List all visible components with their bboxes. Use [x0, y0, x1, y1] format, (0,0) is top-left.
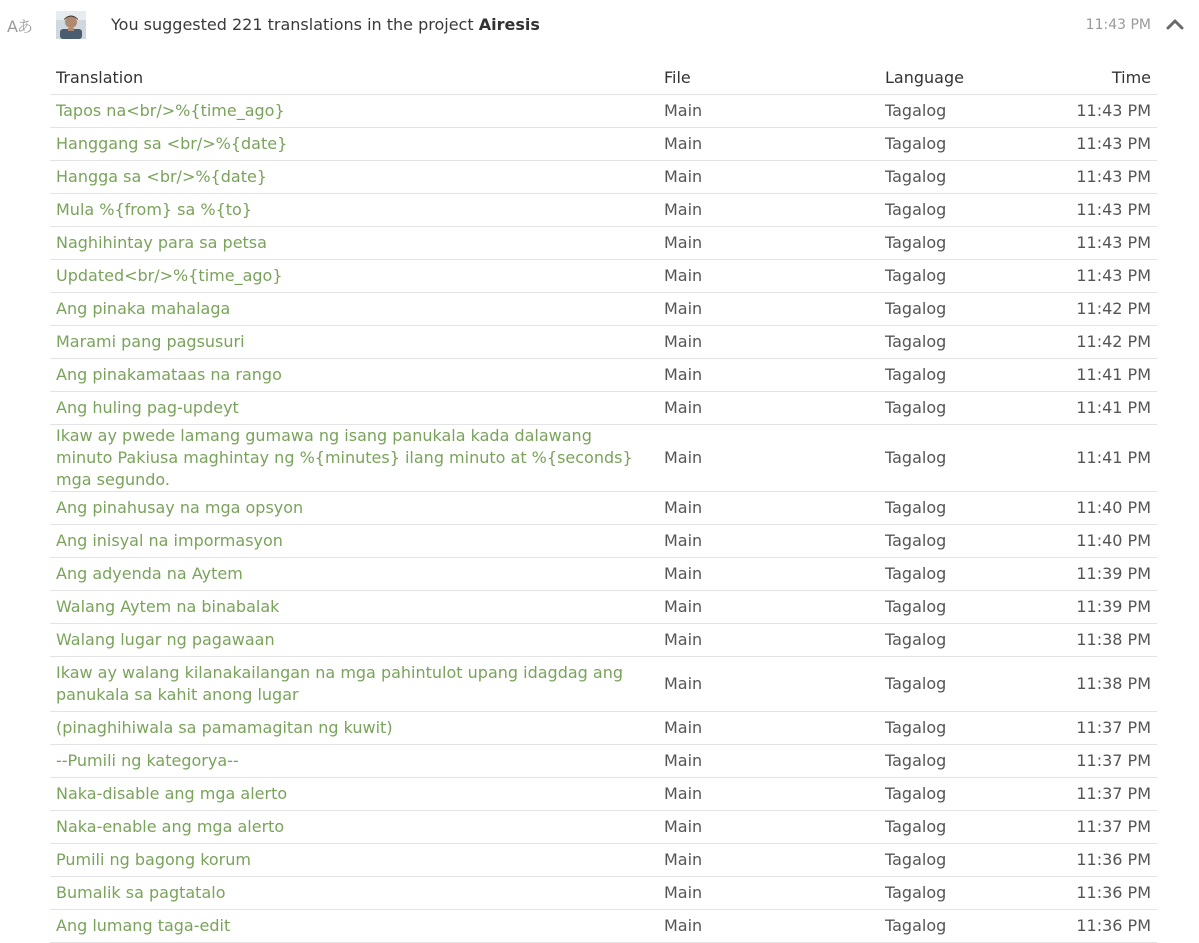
translation-text[interactable]: Ang adyenda na Aytem — [50, 558, 658, 591]
translation-text[interactable]: --Pumili ng kategorya-- — [50, 745, 658, 778]
table-row — [50, 910, 1157, 943]
time-cell: 11:39 PM — [1019, 558, 1157, 591]
translation-text[interactable]: Ikaw ay pwede lamang gumawa ng isang panukala kada dalawang minuto Pakiusa maghintay ng %{minutes} ilang minuto at %{seconds} mga segundo. — [50, 425, 658, 492]
file-cell: Main — [658, 624, 879, 657]
table-row — [50, 326, 1157, 359]
translation-text[interactable]: Mula %{from} sa %{to} — [50, 194, 658, 227]
time-cell: 11:43 PM — [1019, 161, 1157, 194]
translation-text[interactable]: Ang pinahusay na mga opsyon — [50, 492, 658, 525]
translation-text[interactable]: Bumalik sa pagtatalo — [50, 877, 658, 910]
language-cell: Tagalog — [879, 778, 1019, 811]
project-name[interactable]: Airesis — [478, 15, 540, 34]
translation-text[interactable]: Ang inisyal na impormasyon — [50, 525, 658, 558]
file-cell: Main — [658, 558, 879, 591]
time-cell: 11:36 PM — [1019, 844, 1157, 877]
file-cell: Main — [658, 492, 879, 525]
translation-text[interactable]: Ang pinakamataas na rango — [50, 359, 658, 392]
file-cell: Main — [658, 194, 879, 227]
file-cell: Main — [658, 227, 879, 260]
table-row — [50, 624, 1157, 657]
table-row — [50, 591, 1157, 624]
column-header-language: Language — [879, 60, 1019, 95]
file-cell: Main — [658, 359, 879, 392]
activity-headline — [111, 13, 540, 37]
file-cell: Main — [658, 778, 879, 811]
language-cell: Tagalog — [879, 425, 1019, 492]
translation-text[interactable]: Ang lumang taga-edit — [50, 910, 658, 943]
translation-text[interactable]: Hangga sa <br/>%{date} — [50, 161, 658, 194]
headline-text: You suggested 221 translations in the project — [111, 15, 474, 34]
table-row — [50, 525, 1157, 558]
table-row — [50, 128, 1157, 161]
table-header-row — [50, 60, 1157, 95]
language-cell: Tagalog — [879, 326, 1019, 359]
column-header-translation: Translation — [50, 60, 658, 95]
translation-text[interactable]: Naka-disable ang mga alerto — [50, 778, 658, 811]
translation-text[interactable]: Hanggang sa <br/>%{date} — [50, 128, 658, 161]
table-row — [50, 161, 1157, 194]
translation-text[interactable]: Naghihintay para sa petsa — [50, 227, 658, 260]
translation-text[interactable]: Ikaw ay walang kilanakailangan na mga pahintulot upang idagdag ang panukala sa kahit anong lugar — [50, 657, 658, 712]
time-cell: 11:37 PM — [1019, 778, 1157, 811]
language-cell: Tagalog — [879, 95, 1019, 128]
event-time: 11:43 PM — [1085, 17, 1151, 33]
time-cell: 11:37 PM — [1019, 811, 1157, 844]
chevron-up-icon[interactable] — [1166, 16, 1184, 32]
file-cell: Main — [658, 525, 879, 558]
avatar[interactable] — [56, 11, 86, 39]
file-cell: Main — [658, 425, 879, 492]
table-row — [50, 425, 1157, 492]
language-cell: Tagalog — [879, 558, 1019, 591]
table-row — [50, 359, 1157, 392]
file-cell: Main — [658, 591, 879, 624]
table-body — [50, 95, 1157, 943]
table-row — [50, 392, 1157, 425]
file-cell: Main — [658, 392, 879, 425]
language-cell: Tagalog — [879, 293, 1019, 326]
translation-text[interactable]: (pinaghihiwala sa pamamagitan ng kuwit) — [50, 712, 658, 745]
language-cell: Tagalog — [879, 624, 1019, 657]
translation-text[interactable]: Walang Aytem na binabalak — [50, 591, 658, 624]
language-cell: Tagalog — [879, 194, 1019, 227]
language-cell: Tagalog — [879, 359, 1019, 392]
file-cell: Main — [658, 293, 879, 326]
table-row — [50, 712, 1157, 745]
time-cell: 11:37 PM — [1019, 712, 1157, 745]
language-cell: Tagalog — [879, 811, 1019, 844]
language-cell: Tagalog — [879, 844, 1019, 877]
table-row — [50, 492, 1157, 525]
language-cell: Tagalog — [879, 128, 1019, 161]
table-row — [50, 877, 1157, 910]
time-cell: 11:41 PM — [1019, 425, 1157, 492]
translation-text[interactable]: Naka-enable ang mga alerto — [50, 811, 658, 844]
translations-table — [50, 60, 1157, 943]
table-row — [50, 745, 1157, 778]
language-cell: Tagalog — [879, 877, 1019, 910]
time-cell: 11:38 PM — [1019, 624, 1157, 657]
time-cell: 11:43 PM — [1019, 194, 1157, 227]
table-row — [50, 778, 1157, 811]
language-cell: Tagalog — [879, 525, 1019, 558]
language-cell: Tagalog — [879, 712, 1019, 745]
file-cell: Main — [658, 95, 879, 128]
translation-text[interactable]: Ang pinaka mahalaga — [50, 293, 658, 326]
table-row — [50, 558, 1157, 591]
translation-text[interactable]: Ang huling pag-updeyt — [50, 392, 658, 425]
table-row — [50, 293, 1157, 326]
table-row — [50, 227, 1157, 260]
table-row — [50, 260, 1157, 293]
avatar-image — [56, 11, 86, 39]
table-row — [50, 811, 1157, 844]
language-cell: Tagalog — [879, 227, 1019, 260]
language-cell: Tagalog — [879, 392, 1019, 425]
table-row — [50, 95, 1157, 128]
file-cell: Main — [658, 877, 879, 910]
file-cell: Main — [658, 745, 879, 778]
translation-text[interactable]: Pumili ng bagong korum — [50, 844, 658, 877]
language-cell: Tagalog — [879, 910, 1019, 943]
file-cell: Main — [658, 811, 879, 844]
translation-text[interactable]: Marami pang pagsusuri — [50, 326, 658, 359]
table-row — [50, 844, 1157, 877]
column-header-file: File — [658, 60, 879, 95]
language-cell: Tagalog — [879, 745, 1019, 778]
language-cell: Tagalog — [879, 260, 1019, 293]
language-cell: Tagalog — [879, 161, 1019, 194]
time-cell: 11:37 PM — [1019, 745, 1157, 778]
file-cell: Main — [658, 128, 879, 161]
file-cell: Main — [658, 326, 879, 359]
time-cell: 11:38 PM — [1019, 657, 1157, 712]
time-cell: 11:40 PM — [1019, 492, 1157, 525]
language-cell: Tagalog — [879, 657, 1019, 712]
time-cell: 11:41 PM — [1019, 392, 1157, 425]
time-cell: 11:43 PM — [1019, 260, 1157, 293]
time-cell: 11:40 PM — [1019, 525, 1157, 558]
table-row — [50, 194, 1157, 227]
language-cell: Tagalog — [879, 591, 1019, 624]
file-cell: Main — [658, 161, 879, 194]
language-cell: Tagalog — [879, 492, 1019, 525]
file-cell: Main — [658, 712, 879, 745]
translation-text[interactable]: Updated<br/>%{time_ago} — [50, 260, 658, 293]
time-cell: 11:36 PM — [1019, 910, 1157, 943]
file-cell: Main — [658, 260, 879, 293]
time-cell: 11:43 PM — [1019, 128, 1157, 161]
translation-text[interactable]: Walang lugar ng pagawaan — [50, 624, 658, 657]
table-row — [50, 657, 1157, 712]
time-cell: 11:42 PM — [1019, 293, 1157, 326]
file-cell: Main — [658, 657, 879, 712]
time-cell: 11:43 PM — [1019, 227, 1157, 260]
file-cell: Main — [658, 910, 879, 943]
time-cell: 11:36 PM — [1019, 877, 1157, 910]
time-cell: 11:39 PM — [1019, 591, 1157, 624]
time-cell: 11:41 PM — [1019, 359, 1157, 392]
translate-icon: Aあ — [7, 17, 32, 36]
file-cell: Main — [658, 844, 879, 877]
column-header-time: Time — [1019, 60, 1157, 95]
time-cell: 11:43 PM — [1019, 95, 1157, 128]
translation-text[interactable]: Tapos na<br/>%{time_ago} — [50, 95, 658, 128]
time-cell: 11:42 PM — [1019, 326, 1157, 359]
